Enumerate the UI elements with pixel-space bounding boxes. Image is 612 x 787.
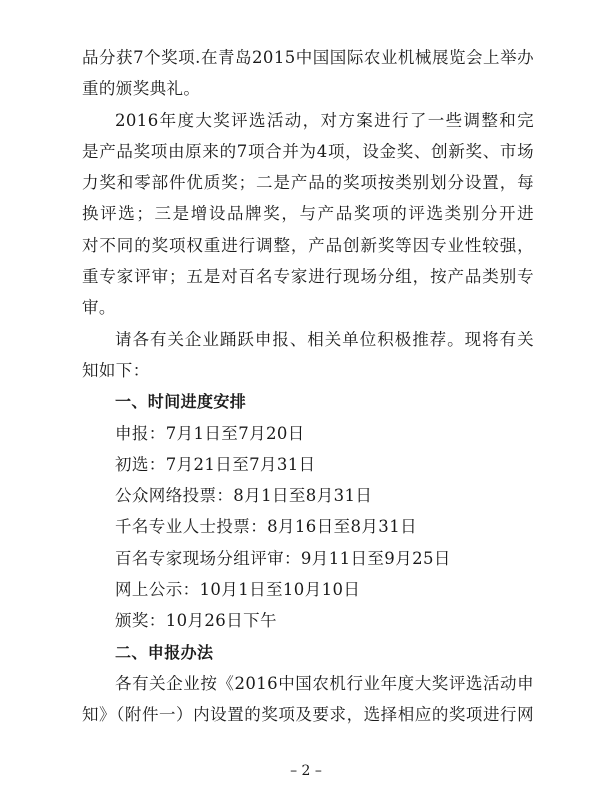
intro-line-2: 重的颁奖典礼。 (82, 79, 201, 99)
schedule-item-expert-review: 百名专家现场分组评审：9月11日至9月25日 (115, 548, 451, 568)
adjust-line-5: 对不同的奖项权重进行调整，产品创新奖等因专业性较强， (82, 235, 534, 255)
adjust-line-2: 是产品奖项由原来的7项合并为4项，设金奖、创新奖、市场 (82, 141, 534, 161)
intro-line-1: 品分获7个奖项.在青岛2015中国国际农业机械展览会上举办 (82, 48, 534, 67)
schedule-item-ceremony: 颁奖：10月26日下午 (115, 611, 277, 631)
section-heading-schedule: 一、时间进度安排 (115, 392, 247, 412)
document-body (82, 42, 534, 731)
schedule-item-professional-vote: 千名专业人士投票：8月16日至8月31日 (115, 517, 417, 537)
invite-line-2: 知如下： (82, 360, 150, 380)
adjust-line-6: 重专家评审；五是对百名专家进行现场分组，按产品类别专 (82, 267, 534, 287)
schedule-item-public-vote: 公众网络投票：8月1日至8月31日 (115, 486, 373, 506)
schedule-item-preliminary: 初选：7月21日至7月31日 (115, 454, 316, 474)
application-line-1: 各有关企业按《2016中国农机行业年度大奖评选活动申 (115, 673, 534, 693)
schedule-item-publicity: 网上公示：10月1日至10月10日 (115, 580, 361, 600)
page-number: – 2 – (290, 763, 322, 779)
adjust-line-7: 审。 (82, 298, 116, 318)
adjust-line-4: 换评选；三是增设品牌奖，与产品奖项的评选类别分开进 (82, 204, 534, 224)
adjust-line-3: 力奖和零部件优质奖；二是产品的奖项按类别划分设置，每 (82, 173, 534, 193)
section-heading-application: 二、申报办法 (115, 642, 214, 662)
adjust-line-1: 2016年度大奖评选活动，对方案进行了一些调整和完 (115, 110, 534, 130)
schedule-item-apply: 申报：7月1日至7月20日 (115, 423, 305, 443)
application-line-2: 知》（附件一）内设置的奖项及要求，选择相应的奖项进行网 (82, 705, 534, 725)
invite-line-1: 请各有关企业踊跃申报、相关单位积极推荐。现将有关 (115, 329, 534, 349)
